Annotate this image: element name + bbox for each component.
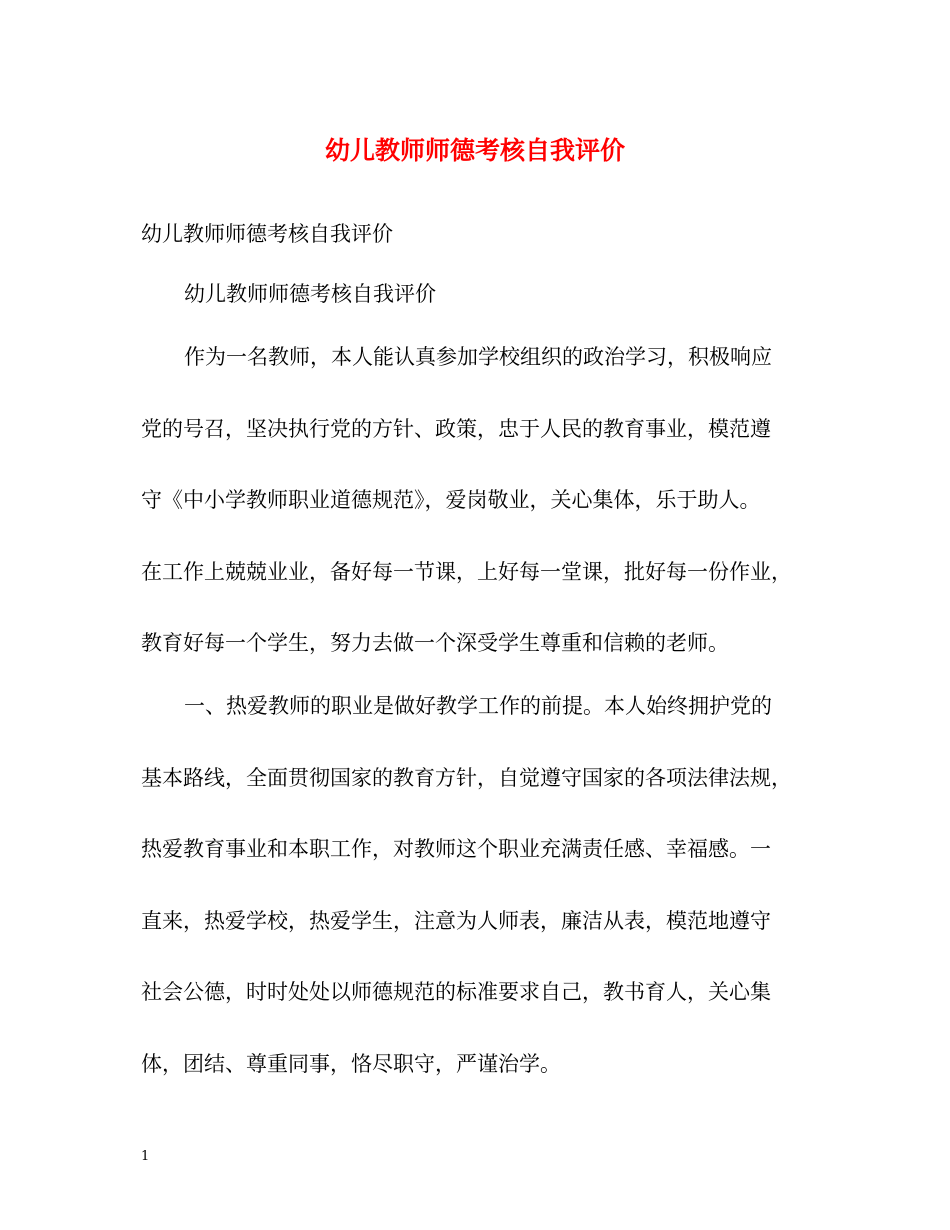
document-title: 幼儿教师师德考核自我评价 — [324, 136, 625, 165]
paragraph-line: 党的号召，坚决执行党的方针、政策，忠于人民的教育事业，模范遵 — [141, 417, 771, 441]
paragraph-line: 在工作上兢兢业业，备好每一节课，上好每一堂课，批好每一份作业， — [141, 560, 792, 584]
section-heading: 幼儿教师师德考核自我评价 — [184, 282, 436, 306]
paragraph-line: 作为一名教师，本人能认真参加学校组织的政治学习，积极响应 — [184, 345, 772, 369]
paragraph-line: 热爱教育事业和本职工作，对教师这个职业充满责任感、幸福感。一 — [141, 837, 771, 861]
paragraph-line: 一、热爱教师的职业是做好教学工作的前提。本人始终拥护党的 — [184, 694, 772, 718]
paragraph-line: 直来，热爱学校，热爱学生，注意为人师表，廉洁从表，模范地遵守 — [141, 909, 771, 933]
paragraph-line: 基本路线，全面贯彻国家的教育方针，自觉遵守国家的各项法律法规， — [141, 766, 792, 790]
page-number: 1 — [141, 1149, 150, 1164]
paragraph-line: 社会公德，时时处处以师德规范的标准要求自己，教书育人，关心集 — [141, 980, 771, 1004]
paragraph-line: 教育好每一个学生，努力去做一个深受学生尊重和信赖的老师。 — [141, 631, 729, 655]
paragraph-line: 守《中小学教师职业道德规范》，爱岗敬业，关心集体，乐于助人。 — [141, 488, 761, 512]
document-subtitle: 幼儿教师师德考核自我评价 — [141, 222, 393, 246]
paragraph-line: 体，团结、尊重同事，恪尽职守，严谨治学。 — [141, 1052, 561, 1076]
